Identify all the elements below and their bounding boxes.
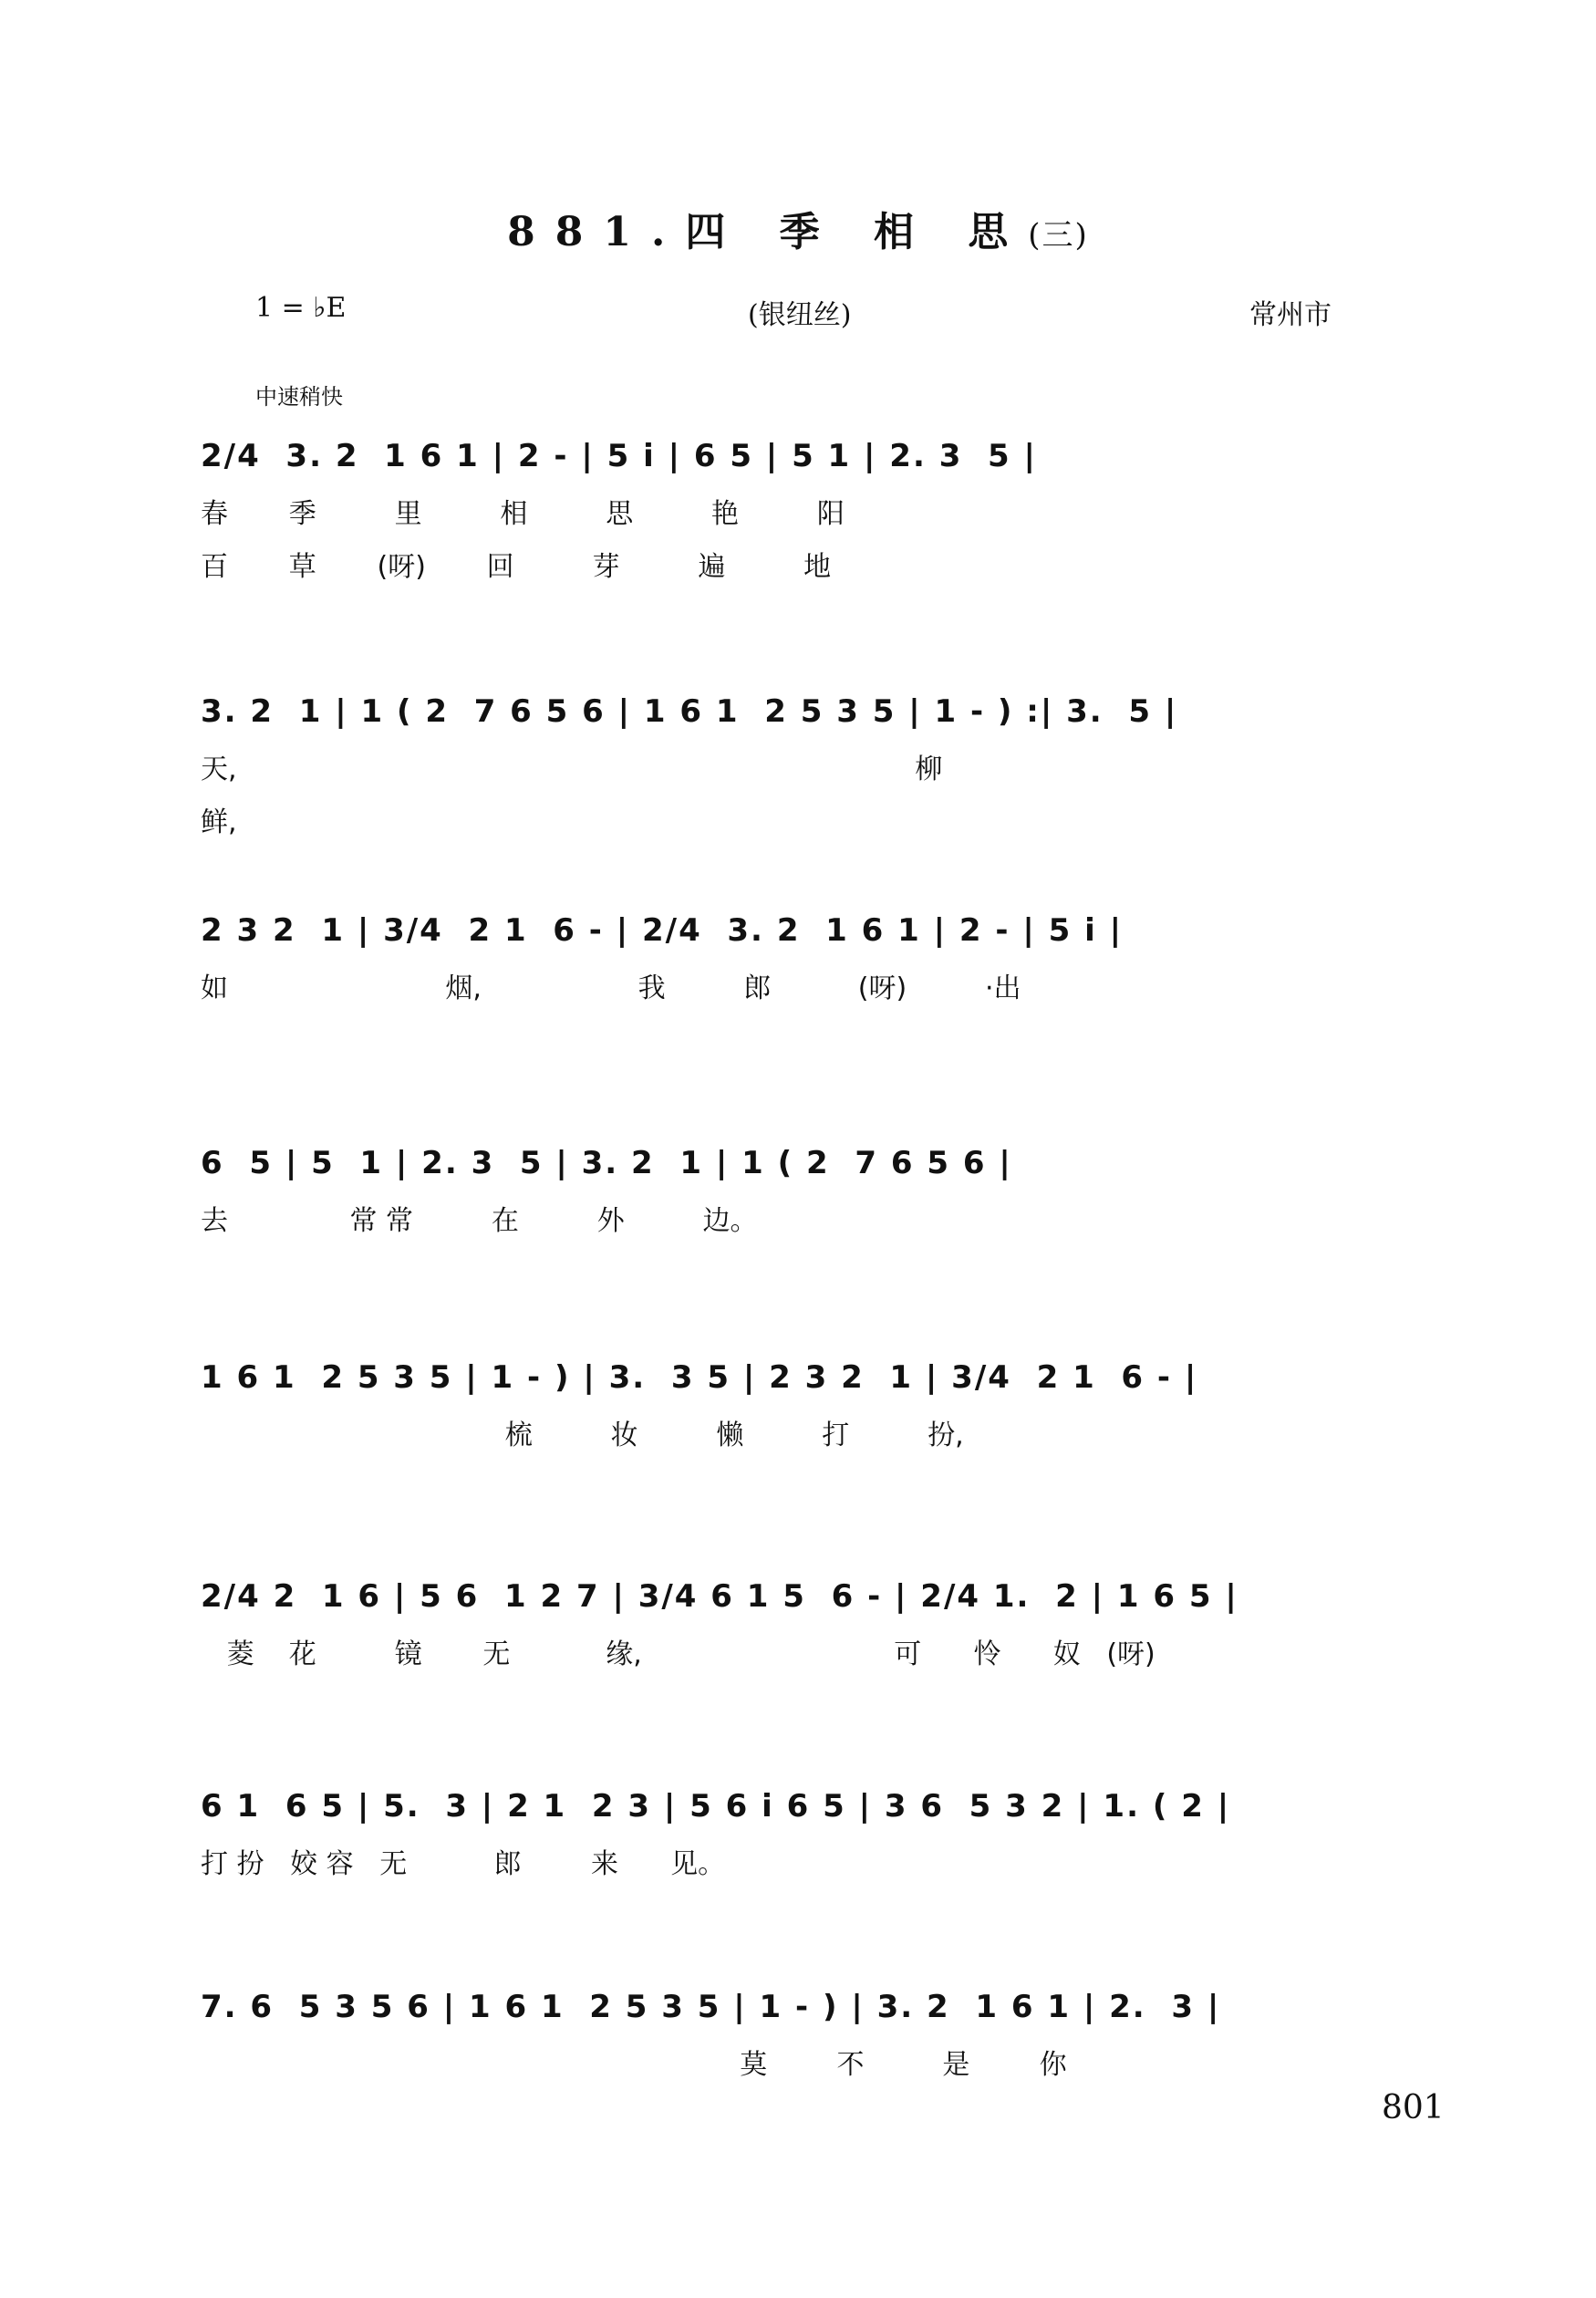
song-name: 四 季 相 思 bbox=[685, 209, 1029, 255]
song-number: 881. bbox=[507, 209, 686, 255]
score-system bbox=[0, 1145, 1596, 1300]
lyric-line: 打 扮 姣 容 无 郎 来 见。 bbox=[201, 1848, 726, 1880]
lyric-line: 梳 妆 懒 打 扮, bbox=[201, 1419, 964, 1451]
page-number: 801 bbox=[1382, 2089, 1445, 2126]
score-system bbox=[0, 1578, 1596, 1733]
score-system bbox=[0, 1359, 1596, 1514]
tune-style: (银纽丝) bbox=[748, 299, 852, 331]
lyric-line: 菱 花 镜 无 缘, 可 怜 奴 (呀) bbox=[201, 1638, 1156, 1670]
notation-line: 6 5 | 5 1 | 2. 3 5 | 3. 2 1 | 1 ( 2 7 6 5 6 | bbox=[201, 1145, 1012, 1181]
score-system bbox=[0, 1788, 1596, 1943]
song-title bbox=[0, 199, 1596, 257]
notation-line: 6 1 6 5 | 5. 3 | 2 1 2 3 | 5 6 i 6 5 | 3 6 5 3 2 | 1. ( 2 | bbox=[201, 1788, 1231, 1825]
tempo-marking: 中速稍快 bbox=[255, 384, 343, 410]
key-signature: 1 = ♭E bbox=[255, 292, 347, 324]
score-system bbox=[0, 912, 1596, 1067]
song-variant: (三) bbox=[1028, 217, 1089, 254]
region: 常州市 bbox=[1249, 299, 1332, 331]
notation-line: 3. 2 1 | 1 ( 2 7 6 5 6 | 1 6 1 2 5 3 5 | 1 - ) :| 3. 5 | bbox=[201, 693, 1178, 730]
lyric-line: 春 季 里 相 思 艳 阳 bbox=[201, 498, 845, 530]
score-system bbox=[0, 1989, 1596, 2144]
lyric-line: 鲜, bbox=[201, 806, 237, 838]
score-system bbox=[0, 693, 1596, 848]
notation-line: 7. 6 5 3 5 6 | 1 6 1 2 5 3 5 | 1 - ) | 3. 2 1 6 1 | 2. 3 | bbox=[201, 1989, 1221, 2025]
notation-line: 2/4 3. 2 1 6 1 | 2 - | 5 i | 6 5 | 5 1 | 2. 3 5 | bbox=[201, 438, 1037, 474]
notation-line: 2/4 2 1 6 | 5 6 1 2 7 | 3/4 6 1 5 6 - | 2/4 1. 2 | 1 6 5 | bbox=[201, 1578, 1238, 1615]
lyric-line: 天, 柳 bbox=[201, 754, 943, 785]
lyric-line: 去 常 常 在 外 边。 bbox=[201, 1205, 758, 1237]
lyric-line: 百 草 (呀) 回 芽 遍 地 bbox=[201, 551, 832, 583]
notation-line: 1 6 1 2 5 3 5 | 1 - ) | 3. 3 5 | 2 3 2 1 | 3/4 2 1 6 - | bbox=[201, 1359, 1198, 1396]
lyric-line: 如 烟, 我 郎 (呀) ·出 bbox=[201, 972, 1021, 1004]
lyric-line: 莫 不 是 你 bbox=[201, 2049, 1067, 2081]
score-system bbox=[0, 438, 1596, 593]
notation-line: 2 3 2 1 | 3/4 2 1 6 - | 2/4 3. 2 1 6 1 | 2 - | 5 i | bbox=[201, 912, 1123, 949]
